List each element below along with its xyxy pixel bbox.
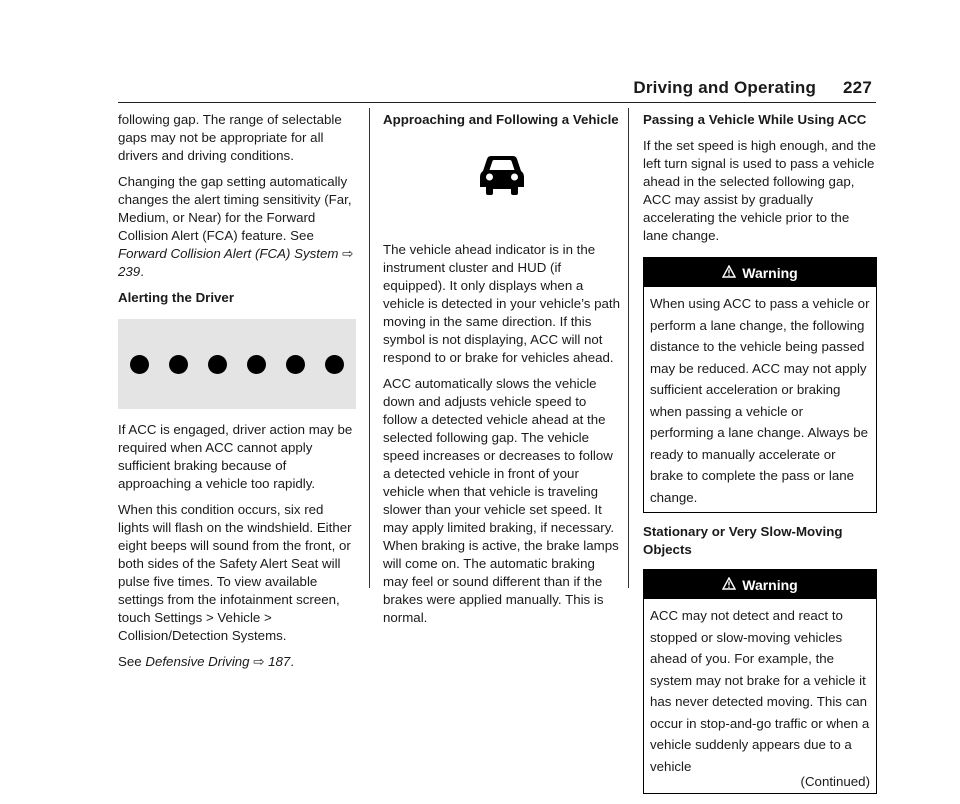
warning-box xyxy=(643,257,877,513)
column-divider xyxy=(628,108,629,588)
page-number: 227 xyxy=(843,78,872,97)
red-alert-light-icon xyxy=(286,355,305,374)
alert-lights-illustration xyxy=(118,319,356,409)
warning-header xyxy=(644,258,876,287)
paragraph: Changing the gap setting automatically changes the alert timing sensitivity (Far, Medium, or Near) for the Forward Collision Alert (FCA) feature. See Forward Collision Alert (FCA) System ⇨ 239. xyxy=(118,174,354,279)
warning-triangle-icon xyxy=(722,576,736,594)
section-heading: Passing a Vehicle While Using ACC xyxy=(643,112,867,127)
red-alert-light-icon xyxy=(169,355,188,374)
paragraph: The vehicle ahead indicator is in the instrument cluster and HUD (if equipped). It only displays when a vehicle is detected in your vehicle’s path moving in the same direction. If this symbol is not displaying, ACC will not respond to or brake for vehicles ahead. xyxy=(383,242,621,365)
page-ref-icon: ⇨ xyxy=(253,654,265,669)
page-ref-icon: ⇨ xyxy=(342,246,354,261)
warning-triangle-icon xyxy=(722,264,736,282)
paragraph: If ACC is engaged, driver action may be required when ACC cannot apply sufficient braking because of approaching a vehicle too rapidly. xyxy=(118,422,353,491)
section-heading: Stationary or Very Slow-Moving Objects xyxy=(643,524,843,557)
warning-text: When using ACC to pass a vehicle or perform a lane change, the following distance to the vehicle being passed may be reduced. ACC may not apply sufficient acceleration or braking when passing a vehicle or performing a lane change. Always be ready to manually accelerate or brake to complete the pass or lane change. xyxy=(650,296,870,505)
paragraph: ACC automatically slows the vehicle down and adjusts vehicle speed to follow a detected vehicle ahead at the selected following gap. The vehicle speed increases or decreases to follow a detected vehicle in front of your vehicle when that vehicle is traveling slower than your vehicle set speed. It may apply limited braking, if necessary. When braking is active, the brake lamps will come on. The automatic braking may feel or sound different than if the brakes were applied manually. This is normal. xyxy=(383,376,619,625)
cross-reference[interactable]: Forward Collision Alert (FCA) System xyxy=(118,246,339,261)
red-alert-light-icon xyxy=(130,355,149,374)
cross-reference[interactable]: Defensive Driving xyxy=(145,654,250,669)
paragraph: See Defensive Driving ⇨ 187. xyxy=(118,654,295,669)
red-alert-light-icon xyxy=(247,355,266,374)
warning-title: Warning xyxy=(742,265,798,281)
column-1 xyxy=(118,111,356,679)
section-heading: Alerting the Driver xyxy=(118,290,235,305)
page-header xyxy=(633,78,872,98)
column-2 xyxy=(383,111,621,635)
header-rule xyxy=(118,102,876,103)
section-title: Driving and Operating xyxy=(633,78,817,97)
page-reference[interactable]: 239 xyxy=(118,264,141,279)
warning-text: ACC may not detect and react to stopped or slow-moving vehicles ahead of you. For example, the system may not brake for a vehicle it has never detected moving. This can occur in stop-and-go traffic or when a vehicle suddenly appears due to a vehicle (Continued) xyxy=(650,608,870,789)
column-3 xyxy=(643,111,877,804)
section-heading: Approaching and Following a Vehicle xyxy=(383,112,619,127)
paragraph: When this condition occurs, six red lights will flash on the windshield. Either eight beeps will sound from the front, or both sides of the Safety Alert Seat will pulse five times. To view available settings from the infotainment screen, touch Settings > Vehicle > Collision/Detection Systems. xyxy=(118,502,352,643)
warning-header xyxy=(644,570,876,599)
column-divider xyxy=(369,108,370,588)
vehicle-illustration xyxy=(383,139,621,241)
continued-label: (Continued) xyxy=(800,774,870,789)
red-alert-light-icon xyxy=(325,355,344,374)
page-reference[interactable]: 187 xyxy=(268,654,291,669)
paragraph: If the set speed is high enough, and the left turn signal is used to pass a vehicle ahead in the selected following gap, ACC may assist by gradually accelerating the vehicle prior to the lane change. xyxy=(643,138,876,243)
warning-box xyxy=(643,569,877,794)
warning-title: Warning xyxy=(742,577,798,593)
vehicle-ahead-icon xyxy=(477,149,527,199)
paragraph: following gap. The range of selectable gaps may not be appropriate for all drivers and driving conditions. xyxy=(118,112,342,163)
red-alert-light-icon xyxy=(208,355,227,374)
